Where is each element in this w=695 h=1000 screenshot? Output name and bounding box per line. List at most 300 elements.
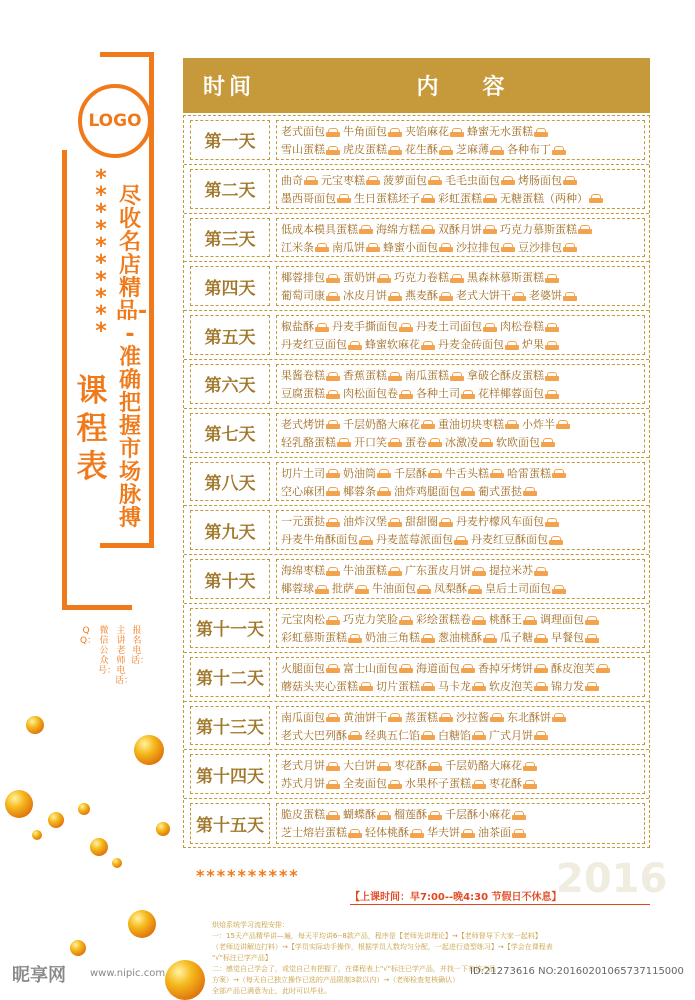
dessert-icon xyxy=(421,731,435,740)
dessert-icon xyxy=(359,536,373,545)
course-item: 千层奶酪大麻花 xyxy=(445,759,522,773)
course-item: 桃酥王 xyxy=(489,613,522,626)
day-label: 第六天 xyxy=(190,364,270,404)
course-item: 酥皮泡芙 xyxy=(551,661,595,675)
course-item: 肉松卷糕 xyxy=(500,320,544,334)
course-items xyxy=(276,608,645,648)
contact-phone: 报名电话： xyxy=(131,626,150,666)
item-line xyxy=(281,611,640,629)
course-item: 豆腐蛋糕 xyxy=(281,387,325,400)
watermark-id: ID:21273616 NO:20160201065737115000 xyxy=(470,966,684,977)
dessert-icon xyxy=(563,176,577,185)
item-line xyxy=(281,239,640,257)
course-item: 软欧面包 xyxy=(496,435,540,449)
table-row xyxy=(184,116,649,165)
course-items xyxy=(276,218,645,258)
contact-teacher-phone: 主讲老师电话： xyxy=(115,626,134,686)
dessert-icon xyxy=(563,243,577,252)
course-item: 蜂蜜软麻花 xyxy=(365,338,420,352)
dessert-icon xyxy=(388,146,402,155)
dessert-icon xyxy=(337,438,351,447)
course-item: 椒盐酥 xyxy=(281,320,314,334)
header-content: 内容 xyxy=(416,75,549,100)
dessert-icon xyxy=(534,634,548,643)
dessert-icon xyxy=(534,664,548,673)
table-row xyxy=(184,262,649,311)
course-item: 南瓜蛋糕 xyxy=(405,369,449,382)
course-item: 丹麦牛角酥面包 xyxy=(281,533,358,547)
course-item: 牛油面包 xyxy=(372,582,416,596)
dessert-icon xyxy=(541,438,555,447)
item-line xyxy=(281,562,640,580)
course-item: 巧克力慕斯蛋糕 xyxy=(500,222,577,236)
decorative-ball xyxy=(112,858,122,868)
dessert-icon xyxy=(439,518,453,527)
dessert-icon xyxy=(450,372,464,381)
table-row xyxy=(184,702,649,751)
dessert-icon xyxy=(483,194,497,203)
dessert-icon xyxy=(472,616,486,625)
course-item: 香掉牙烤饼 xyxy=(478,661,533,675)
day-label: 第七天 xyxy=(190,413,270,453)
note-line: （老师边讲解边打料）→【学员实际动手操作，根据学员人数均匀分配，一起进行造型练习】→【学会在课程表 xyxy=(212,943,553,951)
schedule-header xyxy=(183,58,650,113)
course-item: 彩虹蛋糕 xyxy=(438,191,482,205)
day-label: 第五天 xyxy=(190,315,270,355)
course-item: 燕麦酥 xyxy=(405,289,438,303)
dessert-icon xyxy=(326,469,340,478)
dessert-icon xyxy=(534,682,548,691)
note-line: 方案）→（每天自己独立操作已选的产品限制3款以内）→（老师检查复核确认） xyxy=(212,976,460,984)
course-item: 南瓜饼 xyxy=(332,240,365,254)
course-item: 奶油三角糕 xyxy=(365,631,420,644)
course-item: 小炸半 xyxy=(522,417,555,431)
item-line xyxy=(281,434,640,452)
decor-stars: ********** xyxy=(95,166,107,344)
dessert-icon xyxy=(552,146,566,155)
item-line xyxy=(281,287,640,305)
course-item: 丹麦土司面包 xyxy=(416,320,482,334)
page-title: 课程表 xyxy=(76,373,108,485)
dessert-icon xyxy=(326,713,340,722)
day-label: 第十一天 xyxy=(190,608,270,648)
course-item: 老式大饼干 xyxy=(456,289,511,303)
table-row xyxy=(184,409,649,458)
course-items xyxy=(276,364,645,404)
decorative-ball xyxy=(78,803,90,815)
item-line xyxy=(281,727,640,745)
dessert-icon xyxy=(421,420,435,429)
dessert-icon xyxy=(545,323,559,332)
dessert-icon xyxy=(377,487,391,496)
item-line xyxy=(281,775,640,793)
course-items xyxy=(276,120,645,160)
course-item: 哈雷蛋糕 xyxy=(507,466,551,480)
course-item: 丹麦红豆酥面包 xyxy=(471,533,548,547)
dessert-icon xyxy=(428,469,442,478)
header-time: 时间 xyxy=(202,75,255,100)
dessert-icon xyxy=(585,616,599,625)
decorative-ball xyxy=(90,838,108,856)
course-item: 蜂蜜小面包 xyxy=(383,240,438,254)
table-row xyxy=(184,458,649,507)
course-item: 巧克力卷糕 xyxy=(394,271,449,285)
dessert-icon xyxy=(472,731,486,740)
item-line xyxy=(281,580,640,598)
dessert-icon xyxy=(326,811,340,820)
course-item: 软皮泡芙 xyxy=(489,679,533,693)
course-item: 水果杯子蛋糕 xyxy=(405,777,471,791)
dessert-icon xyxy=(388,567,402,576)
course-items xyxy=(276,510,645,550)
course-item: 东北酥饼 xyxy=(507,710,551,724)
course-item: 冰激凌 xyxy=(445,435,478,449)
course-item: 千层酥小麻花 xyxy=(445,808,511,822)
course-item: 曲奇 xyxy=(281,173,303,187)
dessert-icon xyxy=(388,438,402,447)
item-line xyxy=(281,465,640,483)
dessert-icon xyxy=(326,616,340,625)
dessert-icon xyxy=(359,682,373,691)
course-item: 菠萝面包 xyxy=(383,173,427,187)
course-item: 蘑菇头夹心蛋糕 xyxy=(281,679,358,693)
dessert-icon xyxy=(399,664,413,673)
course-item: 牛油蛋糕 xyxy=(343,564,387,578)
course-item: 毛毛虫面包 xyxy=(445,173,500,187)
dessert-icon xyxy=(326,567,340,576)
dessert-icon xyxy=(585,682,599,691)
dessert-icon xyxy=(468,585,482,594)
dessert-icon xyxy=(421,194,435,203)
dessert-icon xyxy=(326,128,340,137)
dessert-icon xyxy=(388,713,402,722)
dessert-icon xyxy=(388,518,402,527)
course-item: 老式大巴列酥 xyxy=(281,728,347,742)
course-item: 老式月饼 xyxy=(281,759,325,773)
item-line xyxy=(281,709,640,727)
dessert-icon xyxy=(417,585,431,594)
course-item: 豆沙排包 xyxy=(518,240,562,254)
course-item: 榴莲酥 xyxy=(394,808,427,822)
course-item: 切片蛋糕 xyxy=(376,679,420,693)
course-item: 老婆饼 xyxy=(529,289,562,303)
day-label: 第十四天 xyxy=(190,754,270,794)
item-line xyxy=(281,678,640,696)
dessert-icon xyxy=(348,731,362,740)
dessert-icon xyxy=(563,292,577,301)
dessert-icon xyxy=(534,731,548,740)
decorative-ball xyxy=(26,716,44,734)
decor-stars-bottom: ********** xyxy=(196,866,300,885)
item-line xyxy=(281,513,640,531)
dessert-icon xyxy=(388,128,402,137)
dessert-icon xyxy=(439,243,453,252)
dessert-icon xyxy=(490,469,504,478)
dessert-icon xyxy=(454,536,468,545)
course-item: 蜂蜜无水蛋糕 xyxy=(467,125,533,138)
dessert-icon xyxy=(326,420,340,429)
course-item: 南瓜面包 xyxy=(281,710,325,724)
item-line xyxy=(281,221,640,239)
dessert-icon xyxy=(483,225,497,234)
dessert-icon xyxy=(377,469,391,478)
course-item: 葡式蛋挞 xyxy=(478,484,522,498)
course-item: 华夫饼 xyxy=(427,826,460,840)
course-item: 元宝枣糕 xyxy=(321,173,365,187)
item-line xyxy=(281,123,640,141)
course-item: 海道面包 xyxy=(416,661,460,675)
dessert-icon xyxy=(512,292,526,301)
course-item: 枣花酥 xyxy=(394,759,427,773)
table-row xyxy=(184,750,649,799)
table-row xyxy=(184,555,649,604)
note-line: 全部产品已满意为止，此时可以毕业。 xyxy=(212,987,331,995)
dessert-icon xyxy=(439,713,453,722)
item-line xyxy=(281,806,640,824)
dessert-icon xyxy=(545,341,559,350)
course-item: 海绵枣糕 xyxy=(281,564,325,578)
course-item: 调理面包 xyxy=(540,613,584,626)
course-item: 提拉米苏 xyxy=(489,564,533,578)
dessert-icon xyxy=(348,829,362,838)
dessert-icon xyxy=(534,128,548,137)
dessert-icon xyxy=(461,829,475,838)
item-line xyxy=(281,824,640,842)
item-line xyxy=(281,757,640,775)
dessert-icon xyxy=(552,469,566,478)
course-item: 广东蛋皮月饼 xyxy=(405,564,471,578)
watermark-brand: 昵享网 xyxy=(12,965,66,986)
course-item: 椰蓉排包 xyxy=(281,271,325,285)
dessert-icon xyxy=(512,811,526,820)
course-item: 经典五仁馅 xyxy=(365,728,420,742)
table-row xyxy=(184,506,649,555)
decorative-ball xyxy=(156,822,170,836)
dessert-icon xyxy=(421,341,435,350)
course-item: 香蕉蛋糕 xyxy=(343,369,387,382)
decorative-ball xyxy=(134,735,164,765)
dessert-icon xyxy=(388,372,402,381)
dessert-icon xyxy=(501,176,515,185)
decorative-ball xyxy=(165,960,205,1000)
item-line xyxy=(281,269,640,287)
dessert-icon xyxy=(388,780,402,789)
dessert-icon xyxy=(428,762,442,771)
course-item: 开口笑 xyxy=(354,435,387,449)
course-item: 蛋卷 xyxy=(405,435,427,449)
course-item: 大白饼 xyxy=(343,759,376,773)
course-item: 椰蓉条 xyxy=(343,484,376,498)
item-line xyxy=(281,416,640,434)
item-line xyxy=(281,172,640,190)
course-item: 烤肠面包 xyxy=(518,173,562,187)
dessert-icon xyxy=(326,274,340,283)
course-item: 葱油桃酥 xyxy=(438,631,482,644)
course-item: 重油切块枣糕 xyxy=(438,417,504,431)
day-label: 第一天 xyxy=(190,120,270,160)
dessert-icon xyxy=(304,176,318,185)
dessert-icon xyxy=(552,713,566,722)
course-items xyxy=(276,559,645,599)
dessert-icon xyxy=(348,634,362,643)
contact-wechat: 微信公众号： xyxy=(98,626,117,676)
course-items xyxy=(276,462,645,502)
course-item: 蝴蝶酥 xyxy=(343,808,376,822)
course-items xyxy=(276,657,645,697)
table-row xyxy=(184,165,649,214)
item-line xyxy=(281,190,640,208)
course-item: 早餐包 xyxy=(551,631,584,644)
dessert-icon xyxy=(534,567,548,576)
course-item: 牛舌头糕 xyxy=(445,466,489,480)
course-item: 火腿面包 xyxy=(281,661,325,675)
dessert-icon xyxy=(450,128,464,137)
dessert-icon xyxy=(399,390,413,399)
course-item: 轻体桃酥 xyxy=(365,826,409,840)
dessert-icon xyxy=(523,780,537,789)
course-item: 轻乳酪蛋糕 xyxy=(281,435,336,449)
course-item: 各种布丁 xyxy=(507,143,551,156)
table-row xyxy=(184,799,649,848)
day-label: 第四天 xyxy=(190,266,270,306)
course-item: 广式月饼 xyxy=(489,728,533,742)
course-item: 墨西哥面包 xyxy=(281,191,336,205)
course-item: 全麦面包 xyxy=(343,777,387,791)
dessert-icon xyxy=(545,372,559,381)
dessert-icon xyxy=(428,811,442,820)
dessert-icon xyxy=(377,811,391,820)
course-item: 富士山面包 xyxy=(343,661,398,675)
watermark-site: www.nipic.com xyxy=(90,968,166,979)
dessert-icon xyxy=(399,323,413,332)
course-item: 皇后土司面包 xyxy=(485,582,551,596)
course-item: 花生酥 xyxy=(405,143,438,156)
dessert-icon xyxy=(326,487,340,496)
course-items xyxy=(276,169,645,209)
course-item: 黑森林慕斯蛋糕 xyxy=(467,271,544,285)
dessert-icon xyxy=(512,829,526,838)
course-item: 炉果 xyxy=(522,338,544,352)
decorative-ball xyxy=(32,830,42,840)
dessert-icon xyxy=(326,664,340,673)
course-item: 冰皮月饼 xyxy=(343,289,387,303)
note-line: 二：感觉自己学会了，或觉自己有把握了，在课程表上"√"标注已学产品，并找一下有该产品 xyxy=(212,965,496,973)
dessert-icon xyxy=(483,323,497,332)
dessert-icon xyxy=(501,243,515,252)
course-item: 江米条 xyxy=(281,240,314,254)
class-hours: 【上课时间：早7:00--晚4:30 节假日不休息】 xyxy=(350,892,562,903)
dessert-icon xyxy=(523,487,537,496)
course-items xyxy=(276,266,645,306)
dessert-icon xyxy=(326,292,340,301)
dessert-icon xyxy=(439,292,453,301)
schedule-table xyxy=(183,115,650,848)
course-item: 花样椰蓉面包 xyxy=(478,387,544,400)
dessert-icon xyxy=(589,194,603,203)
item-line xyxy=(281,660,640,678)
course-item: 蒸蛋糕 xyxy=(405,710,438,724)
note-line: 一：15天产品精华讲—遍，每天平均讲6--8款产品，程序是【老师先讲理论】→【老师督导下大家一起料】 xyxy=(212,932,542,940)
dessert-icon xyxy=(326,372,340,381)
course-item: 油炸汉堡 xyxy=(343,515,387,529)
dessert-icon xyxy=(399,616,413,625)
dessert-icon xyxy=(326,146,340,155)
dessert-icon xyxy=(490,713,504,722)
dessert-icon xyxy=(326,780,340,789)
dessert-icon xyxy=(545,518,559,527)
study-notes xyxy=(212,920,667,997)
course-item: 蛋奶饼 xyxy=(343,271,376,285)
dessert-icon xyxy=(490,146,504,155)
course-item: 肉松面包卷 xyxy=(343,387,398,400)
course-item: 葡萄司康 xyxy=(281,289,325,303)
course-item: 丹麦红豆面包 xyxy=(281,338,347,352)
dessert-icon xyxy=(366,243,380,252)
item-line xyxy=(281,629,640,647)
day-label: 第十三天 xyxy=(190,706,270,746)
course-item: 拿破仑酥皮蛋糕 xyxy=(467,369,544,382)
course-item: 千层酥 xyxy=(394,466,427,480)
dessert-icon xyxy=(549,536,563,545)
dessert-icon xyxy=(523,616,537,625)
dessert-icon xyxy=(326,390,340,399)
course-item: 彩绘蛋糕卷 xyxy=(416,613,471,626)
day-label: 第十天 xyxy=(190,559,270,599)
course-items xyxy=(276,754,645,794)
decorative-ball xyxy=(128,910,156,938)
decorative-ball xyxy=(48,812,64,828)
table-row xyxy=(184,360,649,409)
dessert-icon xyxy=(388,292,402,301)
course-item: 锦力发 xyxy=(551,679,584,693)
course-item: 马卡龙 xyxy=(438,679,471,693)
course-item: 生日蛋糕坯子 xyxy=(354,191,420,205)
course-item: 彩虹慕斯蛋糕 xyxy=(281,631,347,644)
course-item: 空心麻团 xyxy=(281,484,325,498)
course-item: 芝士熔岩蛋糕 xyxy=(281,826,347,840)
dessert-icon xyxy=(479,438,493,447)
course-items xyxy=(276,706,645,746)
dessert-icon xyxy=(461,487,475,496)
course-item: 无糖蛋糕（两种） xyxy=(500,191,588,205)
course-item: 白糖馅 xyxy=(438,728,471,742)
table-row xyxy=(184,653,649,702)
course-item: 枣花酥 xyxy=(489,777,522,791)
course-item: 油茶面 xyxy=(478,826,511,840)
decorative-ball xyxy=(70,940,86,956)
dessert-icon xyxy=(366,176,380,185)
course-item: 丹麦金砖面包 xyxy=(438,338,504,352)
dessert-icon xyxy=(483,634,497,643)
course-item: 凤梨酥 xyxy=(434,582,467,596)
course-item: 低成本模具蛋糕 xyxy=(281,222,358,236)
tagline: 尽收名店精品--准确把握市场脉搏 xyxy=(116,184,148,531)
dessert-icon xyxy=(461,664,475,673)
course-item: 奶油筒 xyxy=(343,466,376,480)
table-row xyxy=(184,214,649,263)
dessert-icon xyxy=(421,682,435,691)
day-label: 第八天 xyxy=(190,462,270,502)
course-item: 巧克力笑脸 xyxy=(343,613,398,626)
course-item: 海绵方糕 xyxy=(376,222,420,236)
dessert-icon xyxy=(472,682,486,691)
course-item: 甜甜圈 xyxy=(405,515,438,529)
note-line: 烘焙系统学习流程安排： xyxy=(212,921,289,929)
course-item: 丹麦蓝莓派面包 xyxy=(376,533,453,547)
dessert-icon xyxy=(359,225,373,234)
course-item: 沙拉排包 xyxy=(456,240,500,254)
dessert-icon xyxy=(472,780,486,789)
